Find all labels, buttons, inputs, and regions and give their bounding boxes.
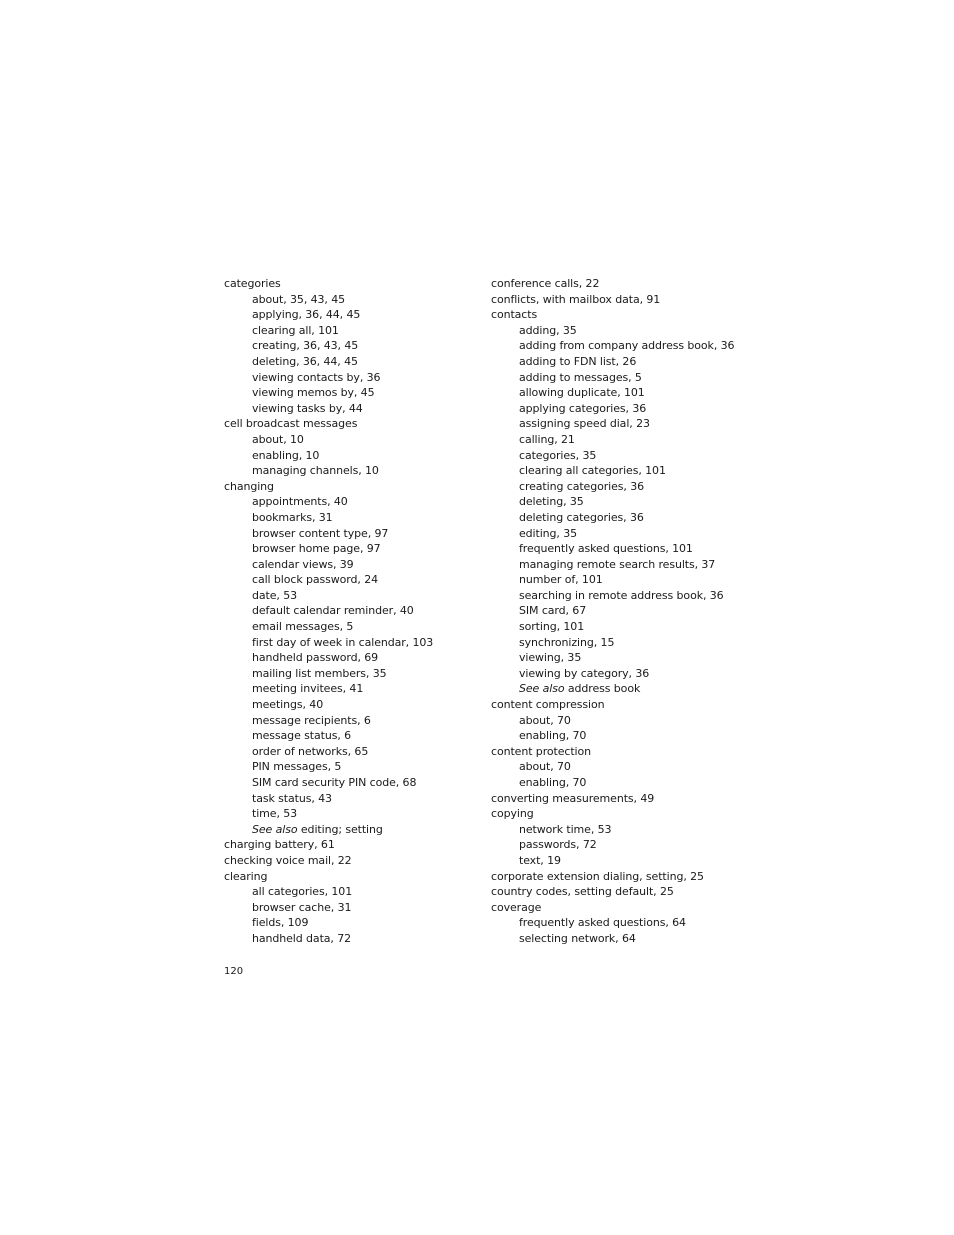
entry-text: all categories, 101 [252,885,353,899]
index-subentry [491,354,751,370]
index-subentry [224,822,474,838]
index-subentry [491,931,751,947]
entry-text: SIM card, 67 [519,604,587,618]
entry-text: viewing tasks by, 44 [252,401,363,415]
index-subentry [224,759,474,775]
index-column-right [491,276,751,947]
index-subentry [224,432,474,448]
entry-text: viewing by category, 36 [519,666,650,680]
index-subentry [224,681,474,697]
index-subentry [491,666,751,682]
entry-text: meeting invitees, 41 [252,682,364,696]
entry-text: frequently asked questions, 101 [519,542,693,556]
index-entry [491,292,751,308]
entry-text: conference calls, 22 [491,277,600,290]
entry-text: about, 70 [519,760,571,774]
index-subentry [491,853,751,869]
index-subentry [224,650,474,666]
entry-text: calendar views, 39 [252,557,354,571]
index-entry [491,744,751,760]
index-subentry [224,900,474,916]
index-subentry [491,822,751,838]
index-subentry [224,557,474,573]
entry-text: bookmarks, 31 [252,510,333,524]
entry-text: editing, 35 [519,526,578,540]
entry-text: viewing contacts by, 36 [252,370,381,384]
index-subentry [224,401,474,417]
index-subentry [491,463,751,479]
entry-text: call block password, 24 [252,573,378,587]
entry-text: applying categories, 36 [519,401,647,415]
entry-text: mailing list members, 35 [252,666,387,680]
index-subentry [224,338,474,354]
entry-text: copying [491,807,534,821]
index-subentry [224,619,474,635]
index-subentry [224,931,474,947]
entry-text: enabling, 10 [252,448,320,462]
entry-text: meetings, 40 [252,698,324,712]
index-subentry [224,385,474,401]
entry-text: number of, 101 [519,573,603,587]
entry-text: deleting, 35 [519,495,584,509]
entry-text: SIM card security PIN code, 68 [252,776,417,789]
index-subentry [224,744,474,760]
entry-text: deleting categories, 36 [519,510,644,524]
entry-text: passwords, 72 [519,838,597,852]
index-subentry [224,791,474,807]
entry-text: content protection [491,744,592,758]
index-entry [224,869,474,885]
entry-text: about, 70 [519,713,571,727]
index-entry [224,416,474,432]
entry-text: adding to FDN list, 26 [519,354,637,368]
entry-text: adding to messages, 5 [519,370,642,384]
entry-text: categories, 35 [519,448,597,462]
index-subentry [491,635,751,651]
entry-text: calling, 21 [519,432,575,446]
index-entry [491,791,751,807]
entry-text: address book [567,682,641,696]
index-subentry [491,837,751,853]
index-subentry [224,494,474,510]
index-subentry [491,588,751,604]
entry-text: clearing all, 101 [252,323,339,337]
entry-text: text, 19 [519,853,561,867]
entry-text: selecting network, 64 [519,931,636,945]
entry-text: handheld password, 69 [252,651,379,665]
index-entry [491,276,751,292]
index-subentry [491,510,751,526]
entry-text: creating, 36, 43, 45 [252,339,359,353]
index-subentry [224,603,474,619]
entry-text: sorting, 101 [519,620,585,634]
entry-text: adding from company address book, 36 [519,339,735,353]
index-subentry [224,915,474,931]
entry-text: message recipients, 6 [252,713,371,727]
entry-text: charging battery, 61 [224,838,335,852]
index-subentry [224,526,474,542]
index-entry [224,853,474,869]
see-also-label: See also [519,682,565,696]
entry-text: viewing memos by, 45 [252,386,375,400]
entry-text: browser content type, 97 [252,526,389,540]
index-subentry [491,775,751,791]
entry-text: allowing duplicate, 101 [519,386,645,400]
entry-text: searching in remote address book, 36 [519,588,724,602]
index-subentry [491,416,751,432]
index-subentry [491,448,751,464]
index-subentry [224,448,474,464]
entry-text: coverage [491,900,542,914]
entry-text: adding, 35 [519,323,577,337]
index-subentry [491,728,751,744]
see-also-label: See also [252,822,298,836]
entry-text: enabling, 70 [519,729,587,743]
entry-text: time, 53 [252,807,298,821]
entry-text: PIN messages, 5 [252,760,342,774]
index-column-left [224,276,474,947]
entry-text: network time, 53 [519,822,612,836]
entry-text: browser home page, 97 [252,542,381,556]
index-subentry [224,697,474,713]
index-subentry [491,432,751,448]
entry-text: first day of week in calendar, 103 [252,635,434,649]
index-subentry [224,307,474,323]
index-subentry [224,510,474,526]
index-subentry [224,728,474,744]
entry-text: synchronizing, 15 [519,635,615,649]
entry-text: deleting, 36, 44, 45 [252,354,358,368]
index-subentry [224,588,474,604]
index-entry [491,884,751,900]
index-entry [491,307,751,323]
entry-text: converting measurements, 49 [491,791,655,805]
entry-text: about, 35, 43, 45 [252,292,346,306]
entry-text: enabling, 70 [519,776,587,789]
entry-text: frequently asked questions, 64 [519,916,686,930]
index-subentry [491,526,751,542]
index-subentry [491,619,751,635]
index-entry [491,806,751,822]
entry-text: appointments, 40 [252,495,348,509]
index-subentry [491,370,751,386]
index-entry [224,837,474,853]
entry-text: about, 10 [252,432,304,446]
entry-text: clearing all categories, 101 [519,464,666,478]
entry-text: handheld data, 72 [252,931,352,945]
entry-text: conflicts, with mailbox data, 91 [491,292,661,306]
index-subentry [224,541,474,557]
index-subentry [491,603,751,619]
index-subentry [491,494,751,510]
index-subentry [491,557,751,573]
page-number: 120 [224,966,244,977]
index-subentry [224,354,474,370]
entry-text: contacts [491,308,538,322]
index-entry [224,479,474,495]
index-subentry [491,713,751,729]
entry-text: managing remote search results, 37 [519,557,716,571]
entry-text: corporate extension dialing, setting, 25 [491,869,704,883]
index-subentry [224,370,474,386]
index-subentry [491,401,751,417]
index-subentry [491,915,751,931]
index-subentry [491,385,751,401]
entry-text: managing channels, 10 [252,464,379,478]
entry-text: applying, 36, 44, 45 [252,308,361,322]
entry-text: task status, 43 [252,791,332,805]
index-subentry [491,479,751,495]
index-subentry [224,666,474,682]
index-entry [224,276,474,292]
index-subentry [224,884,474,900]
index-subentry [491,572,751,588]
index-entry [491,697,751,713]
entry-text: email messages, 5 [252,620,354,634]
index-subentry [224,463,474,479]
index-subentry [224,713,474,729]
index-subentry [491,759,751,775]
index-subentry [224,292,474,308]
entry-text: creating categories, 36 [519,479,645,493]
entry-text: date, 53 [252,588,297,602]
index-subentry [224,635,474,651]
index-subentry [491,681,751,697]
entry-text: checking voice mail, 22 [224,853,352,867]
entry-text: changing [224,479,274,493]
entry-text: categories [224,277,281,290]
entry-text: assigning speed dial, 23 [519,417,650,431]
entry-text: cell broadcast messages [224,417,358,431]
entry-text: viewing, 35 [519,651,582,665]
entry-text: browser cache, 31 [252,900,352,914]
index-subentry [491,338,751,354]
index-entry [491,900,751,916]
entry-text: order of networks, 65 [252,744,369,758]
entry-text: clearing [224,869,268,883]
index-subentry [224,572,474,588]
index-subentry [491,323,751,339]
index-subentry [491,541,751,557]
entry-text: country codes, setting default, 25 [491,885,674,899]
entry-text: content compression [491,698,605,712]
index-entry [491,869,751,885]
entry-text: fields, 109 [252,916,309,930]
index-subentry [224,323,474,339]
entry-text: editing; setting [300,822,383,836]
entry-text: message status, 6 [252,729,352,743]
entry-text: default calendar reminder, 40 [252,604,414,618]
index-subentry [224,806,474,822]
index-subentry [491,650,751,666]
index-subentry [224,775,474,791]
